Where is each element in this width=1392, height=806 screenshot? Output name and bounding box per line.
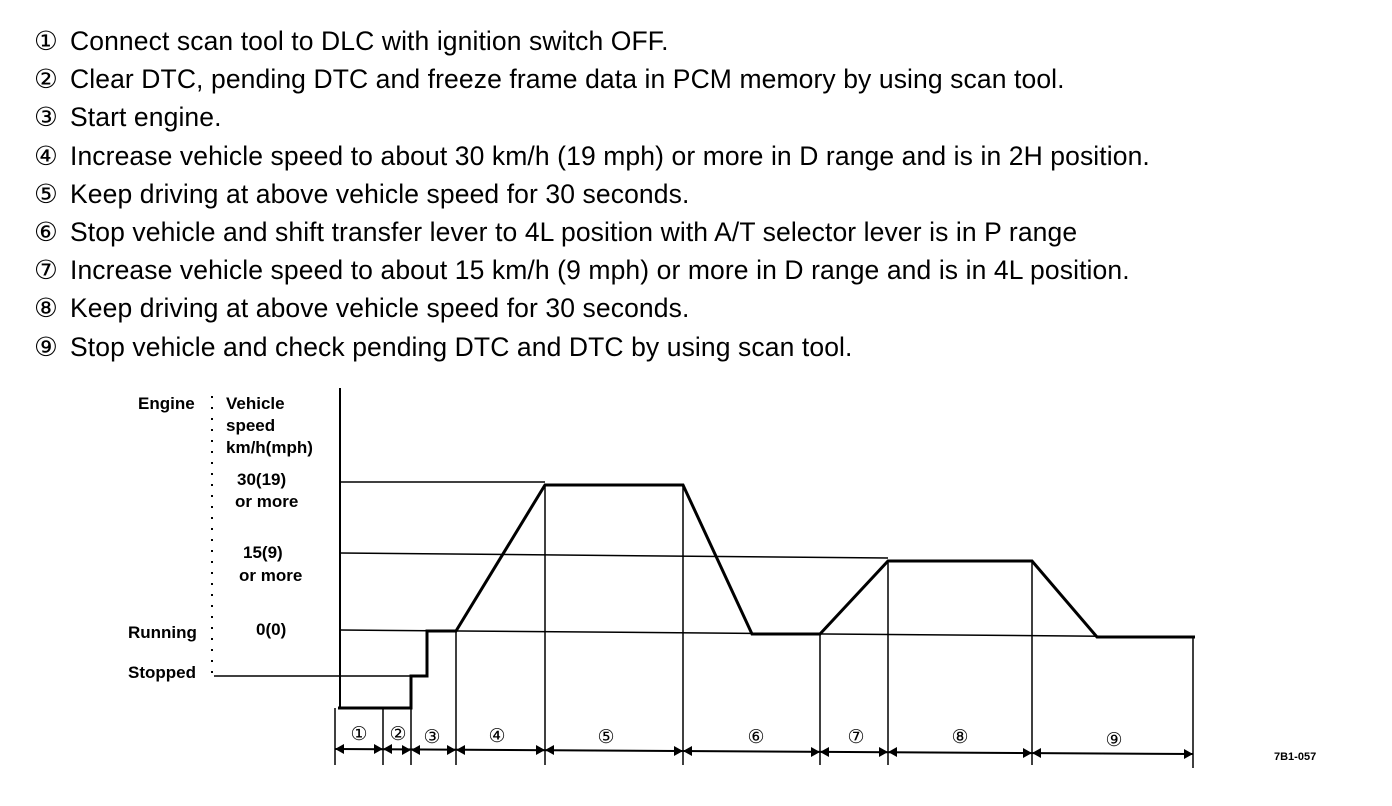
step-number: ① (34, 26, 58, 56)
step-text: Connect scan tool to DLC with ignition switch OFF. (70, 26, 669, 56)
phase-label-5: ⑤ (597, 727, 615, 748)
engine-axis-label: Engine (138, 394, 195, 413)
speed-axis-label-line1: Vehicle (226, 394, 285, 413)
engine-stopped-label: Stopped (128, 663, 196, 682)
step-number: ⑥ (34, 217, 58, 248)
speed-high-label: 30(19) (237, 470, 287, 489)
step-number: ⑦ (34, 255, 58, 286)
ref-line-15kmh (340, 553, 888, 558)
phase-label-2: ② (389, 724, 407, 745)
phase-label-8: ⑧ (951, 727, 969, 748)
step-number: ⑨ (34, 331, 58, 362)
phase-label-7: ⑦ (847, 727, 865, 748)
step-text: Increase vehicle speed to about 15 km/h (9 mph) or more in D range and is in 4L position. (70, 255, 1130, 286)
speed-axis-label-line3: km/h(mph) (226, 438, 313, 457)
speed-zero-label: 0(0) (256, 620, 287, 639)
step-text: Clear DTC, pending DTC and freeze frame data in PCM memory by using scan tool. (70, 64, 1065, 95)
phase-label-3: ③ (423, 727, 441, 748)
step-text: Keep driving at above vehicle speed for 30 seconds. (70, 293, 690, 324)
phase-label-9: ⑨ (1105, 730, 1123, 751)
phase-label-1: ① (350, 724, 368, 745)
step-number: ⑤ (34, 178, 58, 209)
step-text: Start engine. (70, 102, 222, 133)
speed-profile-line (338, 485, 1195, 708)
step-text: Stop vehicle and check pending DTC and DTC by using scan tool. (70, 331, 853, 362)
speed-high-sublabel: or more (235, 492, 299, 511)
arrowhead (1184, 749, 1193, 759)
step-number: ② (34, 64, 58, 95)
step-number: ④ (34, 140, 58, 171)
step-text: Increase vehicle speed to about 30 km/h (19 mph) or more in D range and is in 2H position. (70, 140, 1150, 171)
step-number: ⑧ (34, 293, 58, 324)
figure-code: 7B1-057 (1274, 751, 1317, 763)
phase-label-6: ⑥ (747, 727, 765, 748)
phase-label-4: ④ (488, 726, 506, 747)
step-text: Keep driving at above vehicle speed for 30 seconds. (70, 178, 690, 209)
speed-axis-label-line2: speed (226, 416, 276, 435)
engine-running-label: Running (128, 623, 197, 642)
speed-mid-label: 15(9) (243, 543, 283, 562)
speed-mid-sublabel: or more (239, 566, 303, 585)
step-number: ③ (34, 102, 58, 133)
arrowhead (335, 744, 344, 754)
step-text: Stop vehicle and shift transfer lever to 4L position with A/T selector lever is in P range (70, 217, 1078, 248)
